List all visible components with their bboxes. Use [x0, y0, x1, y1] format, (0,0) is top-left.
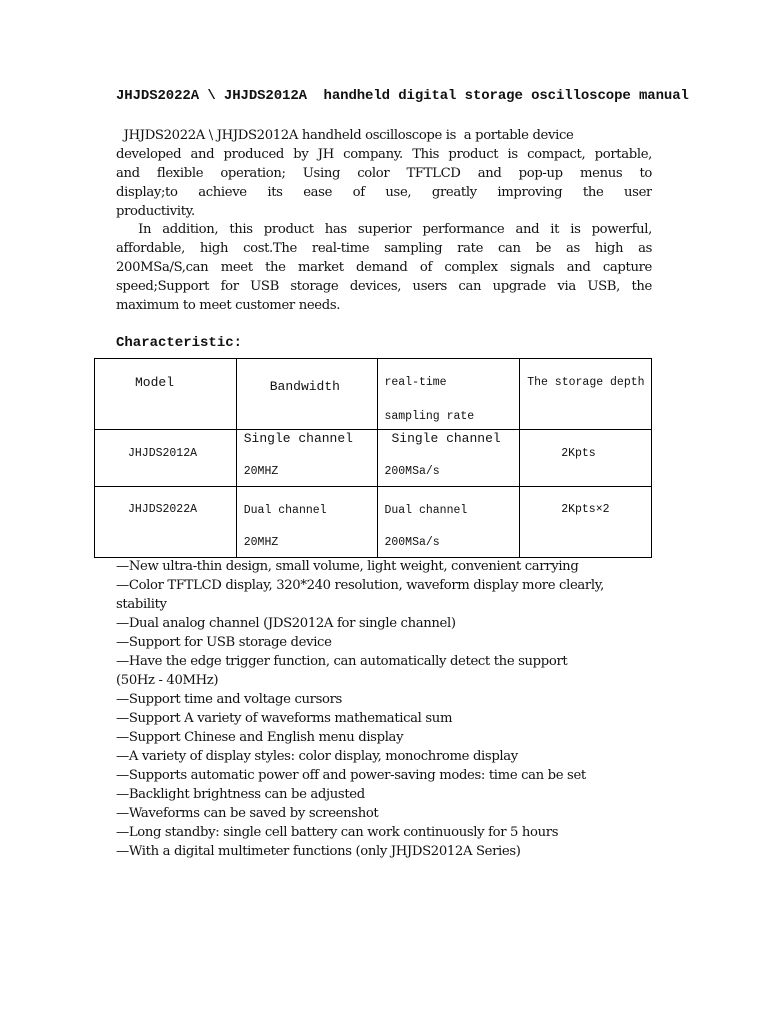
table-header-row	[95, 359, 652, 430]
feature-item: —Long standby: single cell battery can work continuously for 5 hours	[116, 825, 559, 840]
depth-value: 2Kpts	[561, 447, 596, 460]
feature-item: —A variety of display styles: color display, monochrome display	[116, 749, 518, 764]
bandwidth-cell	[236, 487, 378, 558]
paragraph-line: maximum to meet customer needs.	[116, 298, 341, 313]
feature-item: —Have the edge trigger function, can automatically detect the support	[116, 654, 568, 669]
feature-item: —Support time and voltage cursors	[116, 692, 342, 707]
feature-item: —Supports automatic power off and power-saving modes: time can be set	[116, 768, 586, 783]
paragraph-line: JHJDS2022A \ JHJDS2012A handheld oscilloscope is a portable device	[116, 128, 574, 143]
paragraph-line: speed;Support for USB storage devices, users can upgrade via USB, the	[116, 279, 652, 294]
feature-list	[116, 557, 656, 861]
header-model-cell	[95, 359, 237, 430]
header-sampling-cell	[378, 359, 520, 430]
depth-cell	[520, 430, 652, 487]
intro-paragraph	[116, 126, 652, 221]
sampling-value: 200MSa/s	[384, 465, 440, 478]
detail-paragraph	[116, 220, 652, 315]
table-row	[95, 430, 652, 487]
feature-item: stability	[116, 597, 167, 612]
bandwidth-channel: Dual channel	[243, 504, 327, 517]
feature-item: —Color TFTLCD display, 320*240 resolution, waveform display more clearly,	[116, 578, 604, 593]
header-depth: The storage depth	[527, 376, 645, 389]
header-model: Model	[135, 375, 175, 390]
bandwidth-channel: Single channel	[243, 431, 353, 446]
table-row	[95, 487, 652, 558]
characteristic-heading: Characteristic:	[116, 335, 243, 351]
feature-item: (50Hz - 40MHz)	[116, 673, 219, 688]
depth-value: 2Kpts×2	[561, 503, 610, 516]
paragraph-line: developed and produced by JH company. This product is compact, portable,	[116, 147, 652, 162]
header-depth-cell	[520, 359, 652, 430]
document-title: JHJDS2022A \ JHJDS2012A handheld digital storage oscilloscope manual	[116, 88, 689, 104]
header-bandwidth-cell	[236, 359, 378, 430]
paragraph-line: and flexible operation; Using color TFTLCD and pop-up menus to	[116, 166, 652, 181]
header-bandwidth: Bandwidth	[269, 379, 340, 394]
header-sampling-line2: sampling rate	[384, 410, 475, 423]
sampling-value: 200MSa/s	[384, 536, 440, 549]
characteristic-table	[94, 358, 652, 558]
sampling-cell	[378, 430, 520, 487]
feature-item: —New ultra-thin design, small volume, light weight, convenient carrying	[116, 559, 579, 574]
depth-cell	[520, 487, 652, 558]
feature-item: —Support Chinese and English menu display	[116, 730, 404, 745]
feature-item: —Dual analog channel (JDS2012A for single channel)	[116, 616, 456, 631]
bandwidth-cell	[236, 430, 378, 487]
model-cell	[95, 430, 237, 487]
feature-item: —Support A variety of waveforms mathematical sum	[116, 711, 453, 726]
feature-item: —With a digital multimeter functions (only JHJDS2012A Series)	[116, 844, 521, 859]
sampling-channel: Single channel	[391, 431, 501, 446]
sampling-channel: Dual channel	[384, 504, 468, 517]
paragraph-line: productivity.	[116, 204, 195, 219]
bandwidth-value: 20MHZ	[243, 536, 279, 549]
model-value: JHJDS2022A	[128, 503, 198, 516]
paragraph-line: In addition, this product has superior performance and it is powerful,	[116, 222, 652, 237]
paragraph-line: 200MSa/S,can meet the market demand of complex signals and capture	[116, 260, 652, 275]
paragraph-line: display;to achieve its ease of use, greatly improving the user	[116, 185, 652, 200]
model-value: JHJDS2012A	[128, 447, 198, 460]
header-sampling-line1: real-time	[384, 376, 447, 389]
feature-item: —Backlight brightness can be adjusted	[116, 787, 365, 802]
bandwidth-value: 20MHZ	[243, 465, 279, 478]
feature-item: —Waveforms can be saved by screenshot	[116, 806, 379, 821]
paragraph-line: affordable, high cost.The real-time sampling rate can be as high as	[116, 241, 652, 256]
feature-item: —Support for USB storage device	[116, 635, 332, 650]
sampling-cell	[378, 487, 520, 558]
model-cell	[95, 487, 237, 558]
